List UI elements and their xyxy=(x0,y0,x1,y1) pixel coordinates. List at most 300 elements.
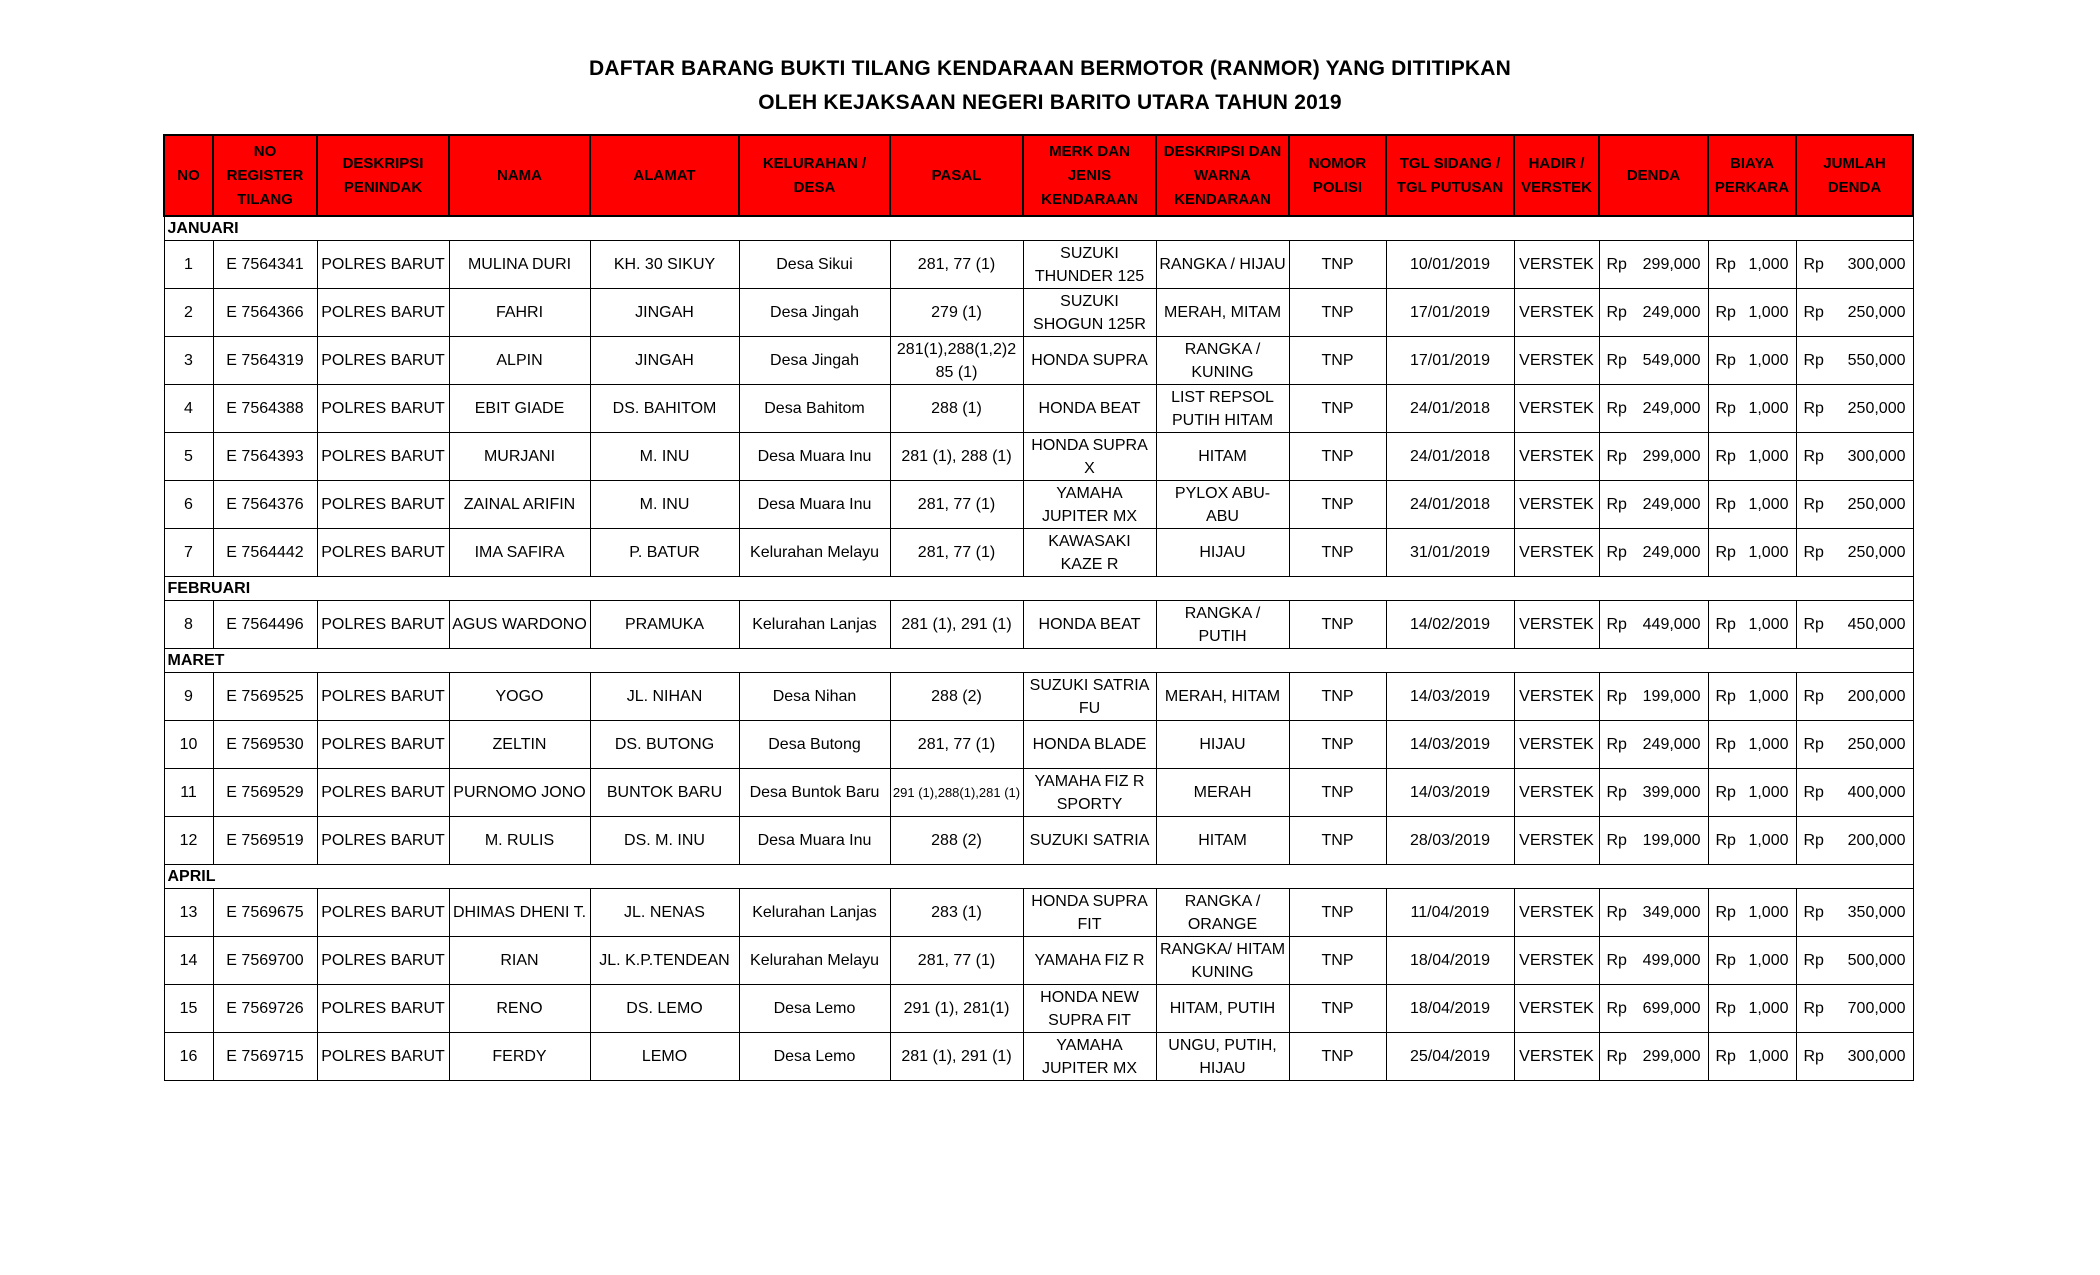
currency-label: Rp xyxy=(1715,952,1736,969)
cell-desa: Desa Muara Inu xyxy=(739,817,890,865)
cell-tgl: 25/04/2019 xyxy=(1386,1033,1514,1081)
cell-hadir: VERSTEK xyxy=(1514,673,1599,721)
cell-no: 8 xyxy=(164,601,213,649)
currency-label: Rp xyxy=(1803,256,1824,273)
cell-desa: Desa Lemo xyxy=(739,985,890,1033)
cell-alamat: JINGAH xyxy=(590,337,739,385)
cell-pasal: 288 (2) xyxy=(890,817,1023,865)
cell-penindak: POLRES BARUT xyxy=(317,889,449,937)
cell-jumlah xyxy=(1796,529,1913,577)
biaya-value: 1,000 xyxy=(1748,688,1789,705)
cell-denda xyxy=(1599,721,1708,769)
cell-pasal: 281 (1), 291 (1) xyxy=(890,1033,1023,1081)
denda-value: 249,000 xyxy=(1642,400,1701,417)
cell-tgl: 24/01/2018 xyxy=(1386,385,1514,433)
cell-no: 14 xyxy=(164,937,213,985)
cell-penindak: POLRES BARUT xyxy=(317,241,449,289)
cell-tgl: 11/04/2019 xyxy=(1386,889,1514,937)
cell-desa: Kelurahan Lanjas xyxy=(739,889,890,937)
biaya-value: 1,000 xyxy=(1748,304,1789,321)
cell-warna: MERAH xyxy=(1156,769,1289,817)
denda-value: 449,000 xyxy=(1642,616,1701,633)
table-row xyxy=(164,433,1913,481)
month-label: APRIL xyxy=(164,865,1913,889)
cell-nopol: TNP xyxy=(1289,889,1386,937)
cell-pasal: 291 (1), 281(1) xyxy=(890,985,1023,1033)
title-line-1: DAFTAR BARANG BUKTI TILANG KENDARAAN BERMOTOR (RANMOR) YANG DITITIPKAN xyxy=(588,57,1512,80)
cell-hadir: VERSTEK xyxy=(1514,985,1599,1033)
currency-label: Rp xyxy=(1715,400,1736,417)
table-row xyxy=(164,889,1913,937)
biaya-value: 1,000 xyxy=(1748,496,1789,513)
cell-alamat: P. BATUR xyxy=(590,529,739,577)
cell-alamat: KH. 30 SIKUY xyxy=(590,241,739,289)
cell-nama: ZAINAL ARIFIN xyxy=(449,481,590,529)
currency-label: Rp xyxy=(1715,688,1736,705)
currency-label: Rp xyxy=(1803,1000,1824,1017)
cell-biaya xyxy=(1708,769,1796,817)
cell-register: E 7564319 xyxy=(213,337,317,385)
cell-hadir: VERSTEK xyxy=(1514,1033,1599,1081)
cell-penindak: POLRES BARUT xyxy=(317,769,449,817)
denda-value: 349,000 xyxy=(1642,904,1701,921)
cell-no: 13 xyxy=(164,889,213,937)
cell-warna: HITAM, PUTIH xyxy=(1156,985,1289,1033)
header-hadir: HADIR / VERSTEK xyxy=(1514,135,1599,216)
cell-tgl: 24/01/2018 xyxy=(1386,433,1514,481)
cell-hadir: VERSTEK xyxy=(1514,889,1599,937)
cell-nopol: TNP xyxy=(1289,721,1386,769)
cell-pasal: 281 (1), 288 (1) xyxy=(890,433,1023,481)
cell-hadir: VERSTEK xyxy=(1514,433,1599,481)
header-nopol: NOMOR POLISI xyxy=(1289,135,1386,216)
cell-biaya xyxy=(1708,337,1796,385)
currency-label: Rp xyxy=(1803,736,1824,753)
cell-desa: Desa Sikui xyxy=(739,241,890,289)
cell-hadir: VERSTEK xyxy=(1514,769,1599,817)
cell-nama: MULINA DURI xyxy=(449,241,590,289)
cell-biaya xyxy=(1708,529,1796,577)
jumlah-value: 300,000 xyxy=(1847,1048,1906,1065)
cell-alamat: DS. BUTONG xyxy=(590,721,739,769)
cell-penindak: POLRES BARUT xyxy=(317,385,449,433)
cell-warna: HIJAU xyxy=(1156,529,1289,577)
jumlah-value: 250,000 xyxy=(1847,304,1906,321)
cell-jumlah xyxy=(1796,721,1913,769)
currency-label: Rp xyxy=(1606,688,1627,705)
cell-merk: HONDA NEW SUPRA FIT xyxy=(1023,985,1156,1033)
header-tgl: TGL SIDANG / TGL PUTUSAN xyxy=(1386,135,1514,216)
cell-register: E 7569519 xyxy=(213,817,317,865)
cell-pasal: 281(1),288(1,2)285 (1) xyxy=(890,337,1023,385)
currency-label: Rp xyxy=(1606,736,1627,753)
currency-label: Rp xyxy=(1715,544,1736,561)
cell-no: 10 xyxy=(164,721,213,769)
jumlah-value: 250,000 xyxy=(1847,400,1906,417)
currency-label: Rp xyxy=(1715,736,1736,753)
cell-warna: RANGKA/ HITAM KUNING xyxy=(1156,937,1289,985)
jumlah-value: 250,000 xyxy=(1847,544,1906,561)
biaya-value: 1,000 xyxy=(1748,448,1789,465)
cell-warna: RANGKA / KUNING xyxy=(1156,337,1289,385)
currency-label: Rp xyxy=(1715,256,1736,273)
cell-nama: EBIT GIADE xyxy=(449,385,590,433)
month-row xyxy=(164,649,1913,673)
cell-penindak: POLRES BARUT xyxy=(317,673,449,721)
denda-value: 499,000 xyxy=(1642,952,1701,969)
jumlah-value: 300,000 xyxy=(1847,256,1906,273)
cell-desa: Desa Muara Inu xyxy=(739,433,890,481)
month-row xyxy=(164,577,1913,601)
jumlah-value: 450,000 xyxy=(1847,616,1906,633)
cell-alamat: LEMO xyxy=(590,1033,739,1081)
cell-warna: MERAH, MITAM xyxy=(1156,289,1289,337)
currency-label: Rp xyxy=(1606,1048,1627,1065)
currency-label: Rp xyxy=(1606,1000,1627,1017)
currency-label: Rp xyxy=(1606,616,1627,633)
table-header-row xyxy=(164,135,1913,216)
denda-value: 699,000 xyxy=(1642,1000,1701,1017)
cell-merk: SUZUKI SATRIA xyxy=(1023,817,1156,865)
biaya-value: 1,000 xyxy=(1748,1048,1789,1065)
cell-jumlah xyxy=(1796,817,1913,865)
table-row xyxy=(164,289,1913,337)
cell-pasal: 291 (1),288(1),281 (1) xyxy=(890,769,1023,817)
cell-denda xyxy=(1599,889,1708,937)
table-row xyxy=(164,1033,1913,1081)
cell-nama: ALPIN xyxy=(449,337,590,385)
cell-nopol: TNP xyxy=(1289,817,1386,865)
month-row xyxy=(164,865,1913,889)
currency-label: Rp xyxy=(1606,304,1627,321)
cell-nopol: TNP xyxy=(1289,241,1386,289)
cell-register: E 7564376 xyxy=(213,481,317,529)
cell-nama: RENO xyxy=(449,985,590,1033)
cell-pasal: 288 (1) xyxy=(890,385,1023,433)
biaya-value: 1,000 xyxy=(1748,1000,1789,1017)
currency-label: Rp xyxy=(1715,352,1736,369)
cell-merk: HONDA SUPRA X xyxy=(1023,433,1156,481)
cell-biaya xyxy=(1708,889,1796,937)
cell-no: 1 xyxy=(164,241,213,289)
cell-penindak: POLRES BARUT xyxy=(317,721,449,769)
cell-biaya xyxy=(1708,721,1796,769)
table-row xyxy=(164,817,1913,865)
cell-jumlah xyxy=(1796,385,1913,433)
header-jumlah: JUMLAH DENDA xyxy=(1796,135,1913,216)
cell-nama: YOGO xyxy=(449,673,590,721)
currency-label: Rp xyxy=(1606,952,1627,969)
currency-label: Rp xyxy=(1715,832,1736,849)
cell-no: 15 xyxy=(164,985,213,1033)
jumlah-value: 700,000 xyxy=(1847,1000,1906,1017)
cell-alamat: JL. NIHAN xyxy=(590,673,739,721)
cell-denda xyxy=(1599,385,1708,433)
cell-register: E 7564341 xyxy=(213,241,317,289)
cell-merk: SUZUKI SATRIA FU xyxy=(1023,673,1156,721)
cell-desa: Kelurahan Melayu xyxy=(739,529,890,577)
currency-label: Rp xyxy=(1715,784,1736,801)
cell-warna: HITAM xyxy=(1156,433,1289,481)
cell-tgl: 24/01/2018 xyxy=(1386,481,1514,529)
cell-penindak: POLRES BARUT xyxy=(317,433,449,481)
document-title xyxy=(0,52,2100,120)
denda-value: 549,000 xyxy=(1642,352,1701,369)
cell-jumlah xyxy=(1796,601,1913,649)
cell-hadir: VERSTEK xyxy=(1514,385,1599,433)
cell-denda xyxy=(1599,1033,1708,1081)
header-desa: KELURAHAN / DESA xyxy=(739,135,890,216)
cell-denda xyxy=(1599,433,1708,481)
denda-value: 399,000 xyxy=(1642,784,1701,801)
cell-alamat: DS. M. INU xyxy=(590,817,739,865)
cell-merk: SUZUKI THUNDER 125 xyxy=(1023,241,1156,289)
cell-alamat: M. INU xyxy=(590,481,739,529)
cell-penindak: POLRES BARUT xyxy=(317,481,449,529)
header-register: NO REGISTER TILANG xyxy=(213,135,317,216)
currency-label: Rp xyxy=(1606,448,1627,465)
denda-value: 249,000 xyxy=(1642,496,1701,513)
cell-biaya xyxy=(1708,937,1796,985)
cell-merk: HONDA SUPRA FIT xyxy=(1023,889,1156,937)
cell-register: E 7569529 xyxy=(213,769,317,817)
cell-biaya xyxy=(1708,817,1796,865)
cell-pasal: 281 (1), 291 (1) xyxy=(890,601,1023,649)
header-merk: MERK DAN JENIS KENDARAAN xyxy=(1023,135,1156,216)
currency-label: Rp xyxy=(1803,832,1824,849)
cell-alamat: JL. NENAS xyxy=(590,889,739,937)
currency-label: Rp xyxy=(1606,256,1627,273)
cell-register: E 7569726 xyxy=(213,985,317,1033)
table-row xyxy=(164,481,1913,529)
cell-alamat: BUNTOK BARU xyxy=(590,769,739,817)
cell-merk: HONDA SUPRA xyxy=(1023,337,1156,385)
cell-tgl: 14/02/2019 xyxy=(1386,601,1514,649)
cell-jumlah xyxy=(1796,481,1913,529)
cell-nama: FAHRI xyxy=(449,289,590,337)
cell-merk: YAMAHA FIZ R xyxy=(1023,937,1156,985)
cell-merk: KAWASAKI KAZE R xyxy=(1023,529,1156,577)
cell-denda xyxy=(1599,673,1708,721)
cell-tgl: 17/01/2019 xyxy=(1386,337,1514,385)
cell-alamat: PRAMUKA xyxy=(590,601,739,649)
cell-tgl: 31/01/2019 xyxy=(1386,529,1514,577)
cell-no: 11 xyxy=(164,769,213,817)
cell-biaya xyxy=(1708,985,1796,1033)
cell-jumlah xyxy=(1796,889,1913,937)
denda-value: 199,000 xyxy=(1642,832,1701,849)
cell-nopol: TNP xyxy=(1289,769,1386,817)
currency-label: Rp xyxy=(1606,784,1627,801)
table-row xyxy=(164,241,1913,289)
cell-no: 16 xyxy=(164,1033,213,1081)
header-pasal: PASAL xyxy=(890,135,1023,216)
cell-no: 6 xyxy=(164,481,213,529)
cell-penindak: POLRES BARUT xyxy=(317,1033,449,1081)
cell-denda xyxy=(1599,529,1708,577)
biaya-value: 1,000 xyxy=(1748,832,1789,849)
month-row xyxy=(164,216,1913,241)
cell-warna: HIJAU xyxy=(1156,721,1289,769)
cell-denda xyxy=(1599,817,1708,865)
cell-no: 9 xyxy=(164,673,213,721)
cell-nama: AGUS WARDONO xyxy=(449,601,590,649)
jumlah-value: 300,000 xyxy=(1847,448,1906,465)
jumlah-value: 350,000 xyxy=(1847,904,1906,921)
cell-nama: MURJANI xyxy=(449,433,590,481)
currency-label: Rp xyxy=(1715,904,1736,921)
table-row xyxy=(164,769,1913,817)
cell-warna: RANGKA / HIJAU xyxy=(1156,241,1289,289)
currency-label: Rp xyxy=(1715,1048,1736,1065)
cell-alamat: JINGAH xyxy=(590,289,739,337)
cell-alamat: JL. K.P.TENDEAN xyxy=(590,937,739,985)
currency-label: Rp xyxy=(1606,496,1627,513)
cell-no: 5 xyxy=(164,433,213,481)
cell-nopol: TNP xyxy=(1289,337,1386,385)
cell-desa: Desa Nihan xyxy=(739,673,890,721)
denda-value: 199,000 xyxy=(1642,688,1701,705)
title-line-2: OLEH KEJAKSAAN NEGERI BARITO UTARA TAHUN 2019 xyxy=(758,91,1342,114)
cell-register: E 7564442 xyxy=(213,529,317,577)
cell-nopol: TNP xyxy=(1289,985,1386,1033)
cell-nama: FERDY xyxy=(449,1033,590,1081)
cell-biaya xyxy=(1708,601,1796,649)
cell-hadir: VERSTEK xyxy=(1514,529,1599,577)
cell-register: E 7569675 xyxy=(213,889,317,937)
cell-desa: Desa Jingah xyxy=(739,289,890,337)
biaya-value: 1,000 xyxy=(1748,904,1789,921)
biaya-value: 1,000 xyxy=(1748,256,1789,273)
cell-nopol: TNP xyxy=(1289,529,1386,577)
cell-tgl: 14/03/2019 xyxy=(1386,721,1514,769)
cell-register: E 7564388 xyxy=(213,385,317,433)
cell-penindak: POLRES BARUT xyxy=(317,337,449,385)
cell-denda xyxy=(1599,937,1708,985)
cell-nama: IMA SAFIRA xyxy=(449,529,590,577)
header-no: NO xyxy=(164,135,213,216)
table-row xyxy=(164,985,1913,1033)
jumlah-value: 250,000 xyxy=(1847,496,1906,513)
cell-pasal: 279 (1) xyxy=(890,289,1023,337)
jumlah-value: 250,000 xyxy=(1847,736,1906,753)
cell-biaya xyxy=(1708,241,1796,289)
denda-value: 249,000 xyxy=(1642,736,1701,753)
cell-nopol: TNP xyxy=(1289,385,1386,433)
cell-hadir: VERSTEK xyxy=(1514,241,1599,289)
cell-hadir: VERSTEK xyxy=(1514,289,1599,337)
cell-desa: Desa Muara Inu xyxy=(739,481,890,529)
table-row xyxy=(164,529,1913,577)
cell-denda xyxy=(1599,241,1708,289)
cell-desa: Kelurahan Melayu xyxy=(739,937,890,985)
cell-tgl: 17/01/2019 xyxy=(1386,289,1514,337)
currency-label: Rp xyxy=(1803,496,1824,513)
cell-merk: HONDA BEAT xyxy=(1023,601,1156,649)
cell-register: E 7569525 xyxy=(213,673,317,721)
cell-warna: HITAM xyxy=(1156,817,1289,865)
cell-nama: ZELTIN xyxy=(449,721,590,769)
table-row xyxy=(164,721,1913,769)
currency-label: Rp xyxy=(1803,616,1824,633)
cell-warna: PYLOX ABU-ABU xyxy=(1156,481,1289,529)
cell-biaya xyxy=(1708,433,1796,481)
cell-nopol: TNP xyxy=(1289,481,1386,529)
currency-label: Rp xyxy=(1803,784,1824,801)
denda-value: 249,000 xyxy=(1642,544,1701,561)
cell-biaya xyxy=(1708,385,1796,433)
cell-nopol: TNP xyxy=(1289,1033,1386,1081)
cell-no: 12 xyxy=(164,817,213,865)
cell-jumlah xyxy=(1796,433,1913,481)
cell-nopol: TNP xyxy=(1289,433,1386,481)
currency-label: Rp xyxy=(1606,544,1627,561)
currency-label: Rp xyxy=(1803,400,1824,417)
table-row xyxy=(164,673,1913,721)
cell-nama: PURNOMO JONO xyxy=(449,769,590,817)
cell-nopol: TNP xyxy=(1289,673,1386,721)
cell-hadir: VERSTEK xyxy=(1514,601,1599,649)
cell-merk: HONDA BLADE xyxy=(1023,721,1156,769)
biaya-value: 1,000 xyxy=(1748,736,1789,753)
cell-no: 3 xyxy=(164,337,213,385)
cell-jumlah xyxy=(1796,337,1913,385)
denda-value: 249,000 xyxy=(1642,304,1701,321)
biaya-value: 1,000 xyxy=(1748,952,1789,969)
cell-no: 4 xyxy=(164,385,213,433)
cell-jumlah xyxy=(1796,769,1913,817)
table-row xyxy=(164,601,1913,649)
currency-label: Rp xyxy=(1715,496,1736,513)
cell-penindak: POLRES BARUT xyxy=(317,985,449,1033)
cell-register: E 7564366 xyxy=(213,289,317,337)
cell-denda xyxy=(1599,481,1708,529)
cell-tgl: 14/03/2019 xyxy=(1386,769,1514,817)
currency-label: Rp xyxy=(1803,904,1824,921)
cell-merk: YAMAHA JUPITER MX xyxy=(1023,1033,1156,1081)
cell-pasal: 281, 77 (1) xyxy=(890,937,1023,985)
currency-label: Rp xyxy=(1803,952,1824,969)
cell-tgl: 28/03/2019 xyxy=(1386,817,1514,865)
currency-label: Rp xyxy=(1606,832,1627,849)
biaya-value: 1,000 xyxy=(1748,352,1789,369)
cell-biaya xyxy=(1708,289,1796,337)
table-row xyxy=(164,937,1913,985)
cell-nopol: TNP xyxy=(1289,601,1386,649)
cell-no: 2 xyxy=(164,289,213,337)
cell-warna: UNGU, PUTIH, HIJAU xyxy=(1156,1033,1289,1081)
cell-hadir: VERSTEK xyxy=(1514,817,1599,865)
cell-warna: RANGKA / PUTIH xyxy=(1156,601,1289,649)
header-alamat: ALAMAT xyxy=(590,135,739,216)
cell-pasal: 281, 77 (1) xyxy=(890,721,1023,769)
currency-label: Rp xyxy=(1803,1048,1824,1065)
cell-penindak: POLRES BARUT xyxy=(317,289,449,337)
cell-jumlah xyxy=(1796,985,1913,1033)
cell-jumlah xyxy=(1796,289,1913,337)
biaya-value: 1,000 xyxy=(1748,544,1789,561)
cell-penindak: POLRES BARUT xyxy=(317,529,449,577)
cell-jumlah xyxy=(1796,241,1913,289)
currency-label: Rp xyxy=(1606,352,1627,369)
cell-denda xyxy=(1599,289,1708,337)
cell-alamat: M. INU xyxy=(590,433,739,481)
cell-denda xyxy=(1599,985,1708,1033)
cell-biaya xyxy=(1708,481,1796,529)
cell-denda xyxy=(1599,337,1708,385)
table-row xyxy=(164,337,1913,385)
denda-value: 299,000 xyxy=(1642,448,1701,465)
